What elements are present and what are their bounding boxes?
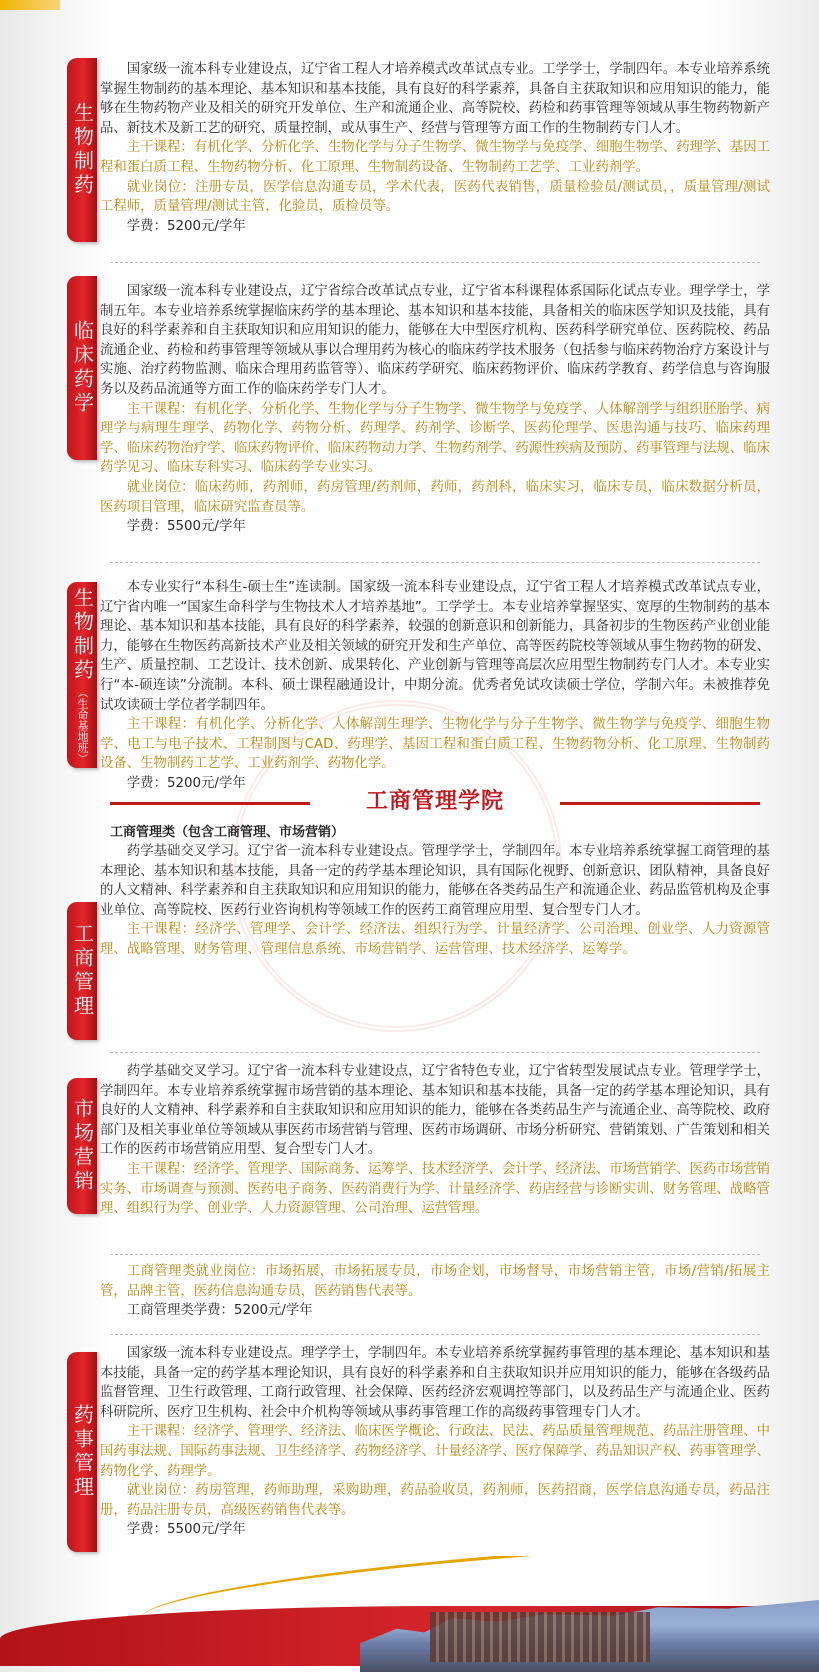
tab-bio-pharma — [67, 58, 97, 242]
intro-text: 国家级一流本科专业建设点。理学学士，学制四年。本专业培养系统掌握药事管理的基本理论、基本知识和基本技能，具备一定的药学基本理论知识，具有良好的科学素养和自主获取知识并应用知识的能力，能够在各级药品监督管理、卫生行政管理、工商行政管理、社会保障、医药经济宏观调控等部门，以及药品生产与流通企业、医药科研院所、医疗卫生机构、社会中介机构等领域从事药事管理工作的高级药事管理专门人才。 — [100, 1346, 770, 1420]
courses-text: 主干课程：经济学、管理学、经济法、临床医学概论、行政法、民法、药品质量管理规范、药品注册管理、中国药事法规、国际药事法规、卫生经济学、药物经济学、计量经济学、医疗保障学、药品知识产权、药事管理学、药物化学、药理学。 — [100, 1424, 771, 1479]
tab-label: 市场营销 — [70, 1098, 95, 1194]
section-bio-pharma-base-class — [100, 578, 770, 794]
divider — [110, 1254, 760, 1255]
business-common-info — [100, 1262, 770, 1321]
section-clinical-pharmacy — [100, 282, 770, 537]
fee-text: 工商管理类学费：5200元/学年 — [126, 1303, 313, 1319]
courses-text: 主干课程：经济学、管理学、国际商务、运筹学、技术经济学、会计学、经济法、市场营销学、医药市场营销实务、市场调查与预测、医药电子商务、医药消费行为学、计量经济学、药店经营与诊断实训、财务管理、战略管理、组织行为学、创业学、人力资源管理、公司治理、运营管理。 — [100, 1161, 771, 1217]
tab-business-admin — [67, 902, 97, 1040]
section-pharmacy-admin — [100, 1344, 770, 1540]
tab-marketing — [67, 1078, 97, 1214]
intro-text: 国家级一流本科专业建设点，辽宁省综合改革试点专业，辽宁省本科课程体系国际化试点专业。理学学士，学制五年。本专业培养系统掌握临床药学的基本理论、基本知识和基本技能，具备相关的临床医学知识及技能，具有良好的科学素养和自主获取知识和应用知识的能力，能够在大中型医疗机构、医药科学研究单位、医药院校、药品流通企业、药检和药事管理等领域从事以合理用药为核心的临床药学技术服务（包括参与临床药物治疗方案设计与实施、治疗药物监测、临床合理用药监管等）、临床药学研究、临床药物评价、临床药学教育、药学信息与咨询服务以及药品流通等方面工作的临床药学专门人才。 — [100, 284, 770, 397]
tab-label: 工商管理 — [70, 923, 95, 1019]
section-marketing — [100, 1062, 770, 1219]
fee-text: 学费：5200元/学年 — [126, 775, 246, 791]
tab-label: 临床药学 — [70, 320, 95, 416]
tab-label: 生物制药 — [70, 586, 95, 683]
jobs-text: 工商管理类就业岗位：市场拓展，市场拓展专员，市场企划，市场督导，市场营销主管，市场/营销/拓展主管，品牌主管，医药信息沟通专员，医药销售代表等。 — [100, 1264, 770, 1299]
tab-sub-label: （生命基地班） — [76, 686, 89, 764]
category-heading: 工商管理类（包含工商管理、市场营销） — [110, 825, 345, 840]
college-header — [110, 778, 760, 818]
fee-text: 学费：5500元/学年 — [126, 1522, 246, 1538]
top-accent-bar — [0, 0, 60, 10]
divider — [110, 1052, 760, 1053]
intro-text: 国家级一流本科专业建设点，辽宁省工程人才培养模式改革试点专业。工学学士，学制四年。本专业培养系统掌握生物制药的基本理论、基本知识和基本技能，具有良好的科学素养，具备自主获取知识和应用知识的能力，能够在生物药物产业及相关的研究开发单位、生产和流通企业、高等院校、药检和药事管理等领域从事生物药物新产品、新技术及新工艺的研究、质量控制，或从事生产、经营与管理等方面工作的生物制药专门人才。 — [100, 62, 770, 136]
header-rule-right — [560, 802, 760, 805]
campus-building — [430, 1612, 650, 1662]
tab-label: 药事管理 — [70, 1404, 95, 1500]
divider — [110, 1334, 760, 1335]
tab-label: 生物制药 — [70, 102, 95, 198]
fee-text: 学费：5500元/学年 — [126, 519, 246, 535]
tab-bio-pharma-base-class — [67, 582, 97, 768]
section-bio-pharma — [100, 60, 770, 236]
divider — [110, 262, 760, 263]
college-title: 工商管理学院 — [365, 789, 504, 814]
courses-text: 主干课程：有机化学、分析化学、生物化学与分子生物学、微生物学与免疫学、细胞生物学、药理学、基因工程和蛋白质工程、生物药物分析、化工原理、生物制药设备、生物制药工艺学、工业药剂学。 — [100, 140, 771, 175]
intro-text: 药学基础交叉学习。辽宁省一流本科专业建设点。管理学学士，学制四年。本专业培养系统掌握工商管理的基本理论、基本知识和基本技能，具备一定的药学基本理论知识，具有国际化视野、创新意识、团队精神，具备良好的人文精神、科学素养和自主获取知识和应用知识的能力，能够在各类药品生产和流通企业、药品监管机构及企事业单位、高等院校、医药行业咨询机构等领域工作的医药工商管理应用型、复合型专门人才。 — [100, 844, 770, 918]
section-business-admin — [100, 842, 770, 960]
courses-text: 主干课程：有机化学、分析化学、生物化学与分子生物学、微生物学与免疫学、人体解剖学与组织胚胎学、病理学与病理生理学、药物化学、药物分析、药理学、药剂学、诊断学、医药伦理学、医患沟通与技巧、临床药理学、临床药物治疗学、临床药物评价、临床药物动力学、生物药剂学、药源性疾病及预防、药事管理与法规、临床药学见习、临床专科实习、临床药学专业实习。 — [100, 401, 771, 476]
tab-clinical-pharmacy — [67, 276, 97, 460]
intro-text: 本专业实行“本科生-硕士生”连读制。国家级一流本科专业建设点，辽宁省工程人才培养模式改革试点专业，辽宁省内唯一“国家生命科学与生物技术人才培养基地”。工学学士。本专业培养掌握坚实、宽厚的生物制药的基本理论、基本知识和基本技能，具有良好的科学素养，较强的创新意识和创新能力，具备初步的生物医药产业创业能力，能够在生物医药高新技术产业及相关领域的研究开发和生产单位、高等医药院校等领域从事生物药物的研发、生产、质量控制、工艺设计、技术创新、成果转化、产业创新与管理等高层次应用型生物制药专门人才。本专业实行“本-硕连读”分流制。本科、硕士课程融通设计，中期分流。优秀者免试攻读硕士学位，学制六年。未被推荐免试攻读硕士学位者学制四年。 — [100, 580, 771, 713]
jobs-text: 就业岗位：临床药师，药剂师，药房管理/药剂师，药师，药剂科，临床实习，临床专员，临床数据分析员，医药项目管理，临床研究监查员等。 — [100, 479, 771, 515]
divider — [110, 562, 760, 563]
intro-text: 药学基础交叉学习。辽宁省一流本科专业建设点，辽宁省特色专业，辽宁省转型发展试点专业。管理学学士，学制四年。本专业培养系统掌握市场营销的基本理论、基本知识和基本技能，具备一定的药学基本理论知识，具有良好的人文精神、科学素养和自主获取知识和应用知识的能力，能够在各类药品生产与流通企业、高等院校、政府部门及相关事业单位等领域从事医药市场营销与管理、医药市场调研、市场分析研究、营销策划、广告策划和相关工作的医药市场营销应用型、复合型专门人才。 — [100, 1064, 770, 1158]
jobs-text: 就业岗位：注册专员，医学信息沟通专员，学术代表，医药代表销售，质量检验员/测试员，，质量管理/测试工程师，质量管理/测试主管，化验员，质检员等。 — [100, 179, 770, 215]
courses-text: 主干课程：经济学、管理学、会计学、经济法、组织行为学、计量经济学、公司治理、创业学、人力资源管理、战略管理、财务管理、管理信息系统、市场营销学、运营管理、技术经济学、运筹学。 — [100, 922, 771, 957]
fee-text: 学费：5200元/学年 — [126, 218, 246, 234]
tab-pharmacy-admin — [67, 1352, 97, 1552]
courses-text: 主干课程：有机化学、分析化学、人体解剖生理学、生物化学与分子生物学、微生物学与免疫学、细胞生物学、电工与电子技术、工程制图与CAD、药理学、基因工程和蛋白质工程、生物药物分析、化工原理、生物制药设备、生物制药工艺学、工业药剂学、药物化学。 — [100, 717, 771, 772]
jobs-text: 就业岗位：药房管理，药师助理，采购助理，药品验收员，药剂师，医药招商，医学信息沟通专员，药品注册，药品注册专员，高级医药销售代表等。 — [100, 1483, 771, 1518]
